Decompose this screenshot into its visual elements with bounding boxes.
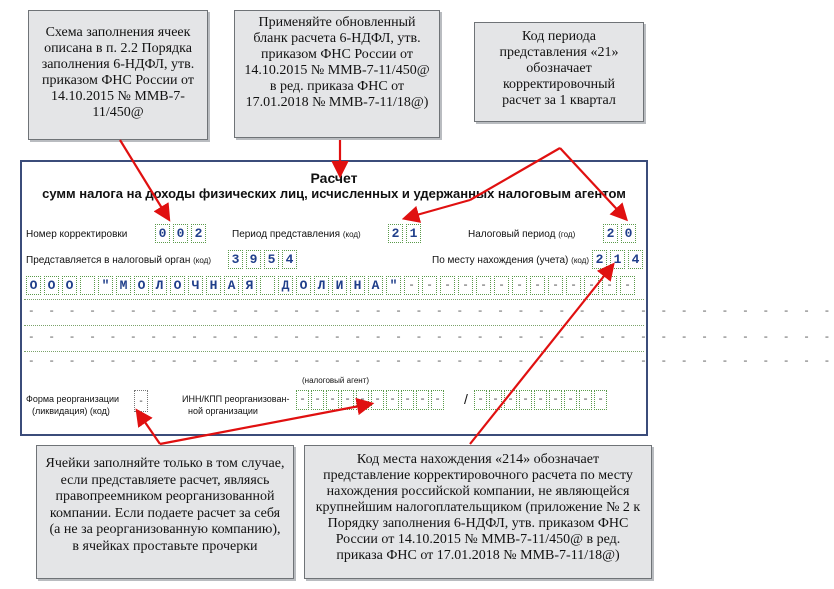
- correction-cell[interactable]: 0: [173, 224, 188, 243]
- arrow-to-correction: [120, 140, 168, 218]
- reorg-inn-sublabel: ной организации: [188, 406, 258, 416]
- name-cell[interactable]: -: [494, 276, 509, 295]
- name-cell[interactable]: ": [386, 276, 401, 295]
- name-cell[interactable]: Л: [314, 276, 329, 295]
- arrow-to-location: [470, 266, 612, 444]
- reorg-cell[interactable]: -: [311, 390, 324, 410]
- name-line-4: - - - - - - - - - - - - - - - - - - - - - - - - - - - - - - - - - - - - - - - -: [28, 356, 834, 368]
- authority-cell[interactable]: 9: [246, 250, 261, 269]
- reorg-cell[interactable]: -: [326, 390, 339, 410]
- reorg-inn-label: ИНН/КПП реорганизован-: [182, 394, 290, 404]
- name-cell[interactable]: Я: [242, 276, 257, 295]
- year-cell[interactable]: 2: [603, 224, 618, 243]
- agent-label: (налоговый агент): [302, 376, 370, 385]
- name-cell[interactable]: ": [98, 276, 113, 295]
- callout-period-code: Код периода представления «21» обозначает корректировочный расчет за 1 квартал: [474, 22, 644, 122]
- name-cell[interactable]: Д: [278, 276, 293, 295]
- name-cell[interactable]: -: [602, 276, 617, 295]
- name-cell[interactable]: -: [458, 276, 473, 295]
- name-cell[interactable]: -: [530, 276, 545, 295]
- name-cell[interactable]: -: [512, 276, 527, 295]
- authority-cell[interactable]: 4: [282, 250, 297, 269]
- period-cell[interactable]: 1: [406, 224, 421, 243]
- callout-location-code: Код места нахождения «214» обозначает представление корректировочного расчета по месту нахождения российской компании, не являющейся крупнейшим налогоплательщиком (приложение № 2 к Порядку заполнения 6-НДФЛ, утв. приказом ФНС России от 14.10.2015 № ММВ-7-11/450@ в ред. приказа ФНС от 17.01.2018 № ММВ-7-11/18@): [304, 445, 652, 579]
- reorg-cell[interactable]: -: [489, 390, 502, 410]
- arrow-to-period: [406, 200, 470, 218]
- name-cell[interactable]: -: [548, 276, 563, 295]
- name-cell[interactable]: О: [26, 276, 41, 295]
- arrow-to-year: [560, 148, 625, 218]
- name-cell[interactable]: -: [404, 276, 419, 295]
- name-cell[interactable]: А: [368, 276, 383, 295]
- reorg-cell[interactable]: -: [504, 390, 517, 410]
- reorg-cell[interactable]: -: [549, 390, 562, 410]
- name-cell[interactable]: О: [62, 276, 77, 295]
- callout-updated-form: Применяйте обновленный бланк расчета 6-НДФЛ, утв. приказом ФНС России от 14.10.2015 № ММВ-7-11/450@ в ред. приказа ФНС от 17.01.2018 № ММВ-7-11/18@): [234, 10, 440, 138]
- location-cell[interactable]: 1: [610, 250, 625, 269]
- reorg-cell[interactable]: -: [371, 390, 384, 410]
- name-cell[interactable]: А: [224, 276, 239, 295]
- name-cell[interactable]: Н: [206, 276, 221, 295]
- reorg-cell[interactable]: -: [401, 390, 414, 410]
- name-line-2: - - - - - - - - - - - - - - - - - - - - - - - - - - - - - - - - - - - - - - - -: [28, 306, 834, 318]
- name-cell[interactable]: -: [566, 276, 581, 295]
- correction-number-label: Номер корректировки: [26, 229, 128, 240]
- name-line-3: - - - - - - - - - - - - - - - - - - - - - - - - - - - - - - - - - - - - - - - -: [28, 332, 834, 344]
- tax-authority-label: Представляется в налоговый орган (код): [26, 255, 211, 266]
- reorg-cell[interactable]: -: [341, 390, 354, 410]
- correction-cell[interactable]: 0: [155, 224, 170, 243]
- name-cell[interactable]: О: [170, 276, 185, 295]
- location-cell[interactable]: 2: [592, 250, 607, 269]
- callout-reorganization: Ячейки заполняйте только в том случае, если представляете расчет, являясь правопреемником реорганизованной компании. Если подаете расчет за себя (а не за реорганизованную компанию), в ячейках проставьте прочерки: [36, 445, 294, 579]
- name-cell[interactable]: М: [116, 276, 131, 295]
- location-label: По месту нахождения (учета) (код): [432, 255, 590, 266]
- reorg-cell[interactable]: -: [386, 390, 399, 410]
- reorg-cell[interactable]: -: [519, 390, 532, 410]
- reorg-cell[interactable]: -: [474, 390, 487, 410]
- name-cell[interactable]: -: [620, 276, 635, 295]
- reorg-cell[interactable]: -: [296, 390, 309, 410]
- name-cell[interactable]: Н: [350, 276, 365, 295]
- authority-cell[interactable]: 3: [228, 250, 243, 269]
- year-cell[interactable]: 0: [621, 224, 636, 243]
- arrow-to-reorg-form: [138, 412, 160, 444]
- name-cell[interactable]: Л: [152, 276, 167, 295]
- reorg-cell[interactable]: -: [564, 390, 577, 410]
- name-cell[interactable]: О: [296, 276, 311, 295]
- name-cell[interactable]: -: [422, 276, 437, 295]
- reorg-cell[interactable]: -: [431, 390, 444, 410]
- reorg-cell[interactable]: -: [356, 390, 369, 410]
- correction-cell[interactable]: 2: [191, 224, 206, 243]
- reorg-cell[interactable]: -: [579, 390, 592, 410]
- name-cell[interactable]: О: [44, 276, 59, 295]
- arrow-period-branch: [470, 148, 560, 200]
- form-subtitle: сумм налога на доходы физических лиц, исчисленных и удержанных налоговым агентом: [42, 186, 626, 201]
- name-cell[interactable]: И: [332, 276, 347, 295]
- reorg-form-cell[interactable]: -: [134, 390, 148, 412]
- reorg-cell[interactable]: -: [594, 390, 607, 410]
- form-title: Расчет: [310, 170, 358, 186]
- name-cell[interactable]: -: [584, 276, 599, 295]
- name-cell[interactable]: О: [134, 276, 149, 295]
- arrow-to-reorg-inn: [160, 404, 370, 444]
- reorg-form-label: Форма реорганизации: [26, 394, 119, 404]
- location-cell[interactable]: 4: [628, 250, 643, 269]
- authority-cell[interactable]: 5: [264, 250, 279, 269]
- name-cell[interactable]: Ч: [188, 276, 203, 295]
- name-cell[interactable]: -: [476, 276, 491, 295]
- reorg-form-sublabel: (ликвидация) (код): [32, 406, 110, 416]
- reorg-cell[interactable]: -: [416, 390, 429, 410]
- period-cell[interactable]: 2: [388, 224, 403, 243]
- name-cell[interactable]: -: [440, 276, 455, 295]
- inn-kpp-separator: /: [464, 391, 468, 407]
- tax-period-label: Налоговый период (год): [468, 229, 576, 240]
- reorg-cell[interactable]: -: [534, 390, 547, 410]
- period-label: Период представления (код): [232, 229, 361, 240]
- callout-cell-filling-scheme: Схема заполнения ячеек описана в п. 2.2 Порядка заполнения 6-НДФЛ, утв. приказом ФНС России от 14.10.2015 № ММВ-7-11/450@: [28, 10, 208, 140]
